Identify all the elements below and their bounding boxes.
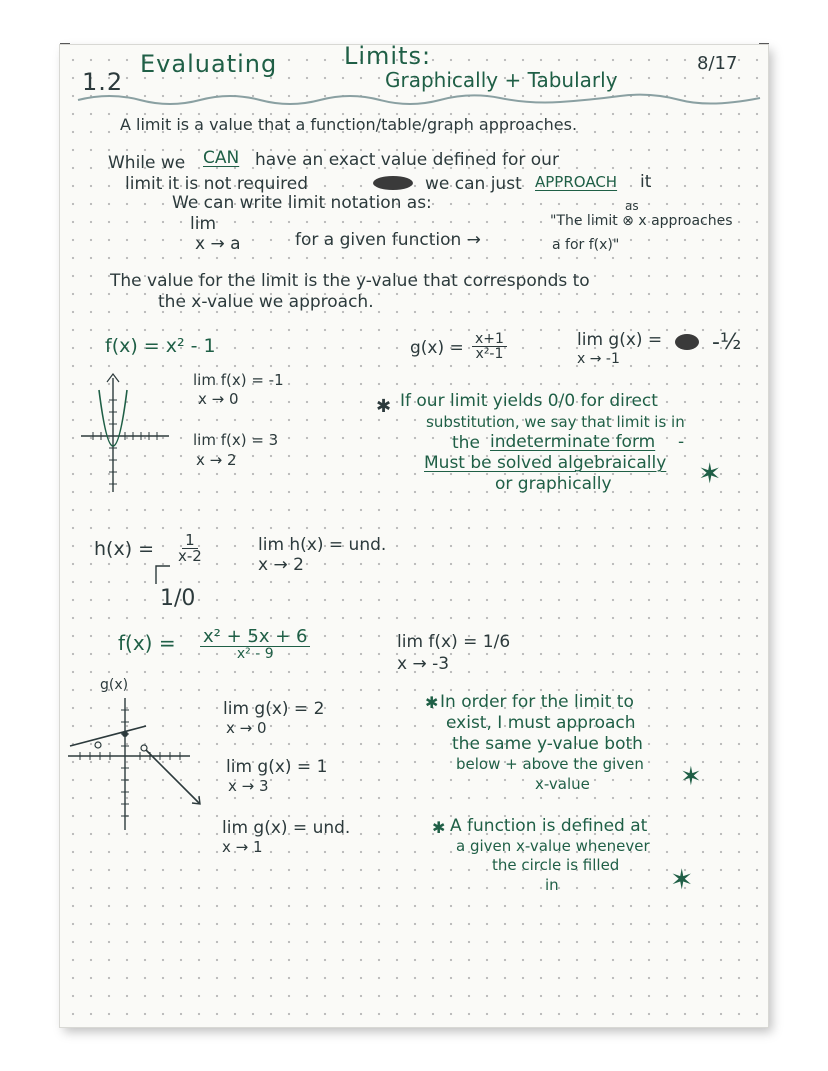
yvalue-line1: The value for the limit is the y-value that corresponds to — [110, 271, 590, 291]
page-title-part-2: Limits: — [344, 42, 432, 70]
notation-quote-line1: "The limit ⊗ x approaches — [550, 213, 733, 229]
notation-lim: lim — [190, 214, 217, 234]
star-mark-icon: ✶ — [698, 457, 722, 490]
example-g2-lim1: lim g(x) = 2 — [223, 699, 325, 719]
yvalue-line2: the x-value we approach. — [158, 292, 374, 312]
indeterminate-form-term: indeterminate form — [490, 432, 656, 452]
page-subtitle: Graphically + Tabularly — [385, 68, 618, 92]
example-f-lim1-sub: x → 0 — [198, 390, 239, 408]
example-f-lim2-sub: x → 2 — [196, 451, 237, 469]
example-g-numerator: x+1 — [472, 332, 507, 347]
exist-line3: the same y-value both — [452, 734, 643, 754]
exist-line1: In order for the limit to — [440, 692, 634, 712]
example-g2-lim2: lim g(x) = 1 — [226, 757, 328, 777]
example-g-denominator: x²-1 — [475, 346, 504, 362]
example-g2-lim3: lim g(x) = und. — [222, 818, 351, 838]
example-f2-denominator: x² - 9 — [236, 646, 274, 662]
body-note-as: as — [625, 199, 639, 213]
example-h-fraction — [178, 533, 202, 564]
star-icon: ✱ — [376, 396, 392, 417]
defined-line2: a given x-value whenever — [456, 837, 650, 855]
indeterminate-line3-a: the — [452, 433, 480, 453]
piecewise-graph — [60, 690, 210, 840]
defined-line3: the circle is filled — [492, 856, 620, 874]
example-h-lim: lim h(x) = und. — [258, 535, 387, 555]
section-number: 1.2 — [82, 68, 124, 96]
parabola-graph — [75, 370, 175, 500]
example-f2-lim-sub: x → -3 — [397, 654, 450, 674]
body-line1-b: have an exact value defined for our — [255, 150, 559, 170]
body-can-word: CAN — [203, 148, 240, 168]
page-date: 8/17 — [697, 53, 738, 74]
example-g-lim-sub: x → -1 — [577, 351, 620, 367]
example-h-numerator: 1 — [182, 533, 198, 549]
header-wavy-underline — [0, 0, 828, 130]
example-f2-numerator: x² + 5x + 6 — [200, 628, 310, 647]
exist-line5: x-value — [535, 775, 590, 793]
body-line2-b: we can just — [425, 174, 522, 194]
example-g2-lim2-sub: x → 3 — [228, 777, 269, 795]
notation-quote-line2: a for f(x)" — [552, 237, 620, 253]
example-h-lim-sub: x → 2 — [258, 555, 304, 575]
star-icon: ✱ — [432, 818, 446, 837]
example-g2-axis-label: g(x) — [100, 677, 129, 693]
example-g-lim: lim g(x) = — [577, 330, 663, 350]
notation-subscript: x → a — [195, 234, 241, 254]
scribble-mark — [368, 174, 418, 194]
defined-line1: A function is defined at — [450, 816, 648, 836]
body-line2-c: it — [640, 172, 652, 192]
example-f2-fraction — [200, 628, 310, 661]
example-g-fraction — [472, 332, 507, 361]
exist-line4: below + above the given — [456, 755, 644, 773]
star-icon: ✱ — [425, 693, 439, 712]
example-g-lim-value: -½ — [712, 330, 742, 355]
example-f-lim2: lim f(x) = 3 — [193, 431, 279, 449]
notation-description: for a given function → — [295, 230, 481, 250]
indeterminate-line2: substitution, we say that limit is in — [426, 413, 685, 431]
indeterminate-line5: or graphically — [495, 474, 612, 494]
example-g-label: g(x) = — [410, 338, 464, 358]
body-approach-word: APPROACH — [535, 173, 618, 191]
example-g2-lim1-sub: x → 0 — [226, 719, 267, 737]
indeterminate-line1: If our limit yields 0/0 for direct — [400, 391, 658, 411]
body-line1-a: While we — [108, 153, 186, 173]
body-line3: We can write limit notation as: — [172, 193, 432, 213]
definition-text: A limit is a value that a function/table/graph approaches. — [120, 115, 578, 134]
body-line2-a: limit it is not required — [125, 174, 309, 194]
example-f-definition: f(x) = x² - 1 — [105, 335, 216, 357]
star-mark-icon: ✶ — [670, 863, 694, 896]
indeterminate-line4: Must be solved algebraically — [424, 453, 667, 473]
example-f2-lim: lim f(x) = 1/6 — [397, 632, 511, 652]
star-mark-icon: ✶ — [680, 762, 702, 792]
exist-line2: exist, I must approach — [446, 713, 636, 733]
scribble-mark — [672, 332, 712, 352]
example-f2-label: f(x) = — [118, 631, 176, 655]
example-h-denominator: x-2 — [178, 547, 202, 565]
page-title-part-1: Evaluating — [140, 50, 278, 78]
example-h-label: h(x) = — [94, 538, 155, 560]
defined-line4: in — [545, 876, 559, 894]
example-g2-lim3-sub: x → 1 — [222, 838, 263, 856]
example-h-zero: 1/0 — [160, 586, 196, 611]
indeterminate-line3-c: - — [678, 432, 685, 452]
example-f-lim1: lim f(x) = -1 — [193, 371, 284, 389]
